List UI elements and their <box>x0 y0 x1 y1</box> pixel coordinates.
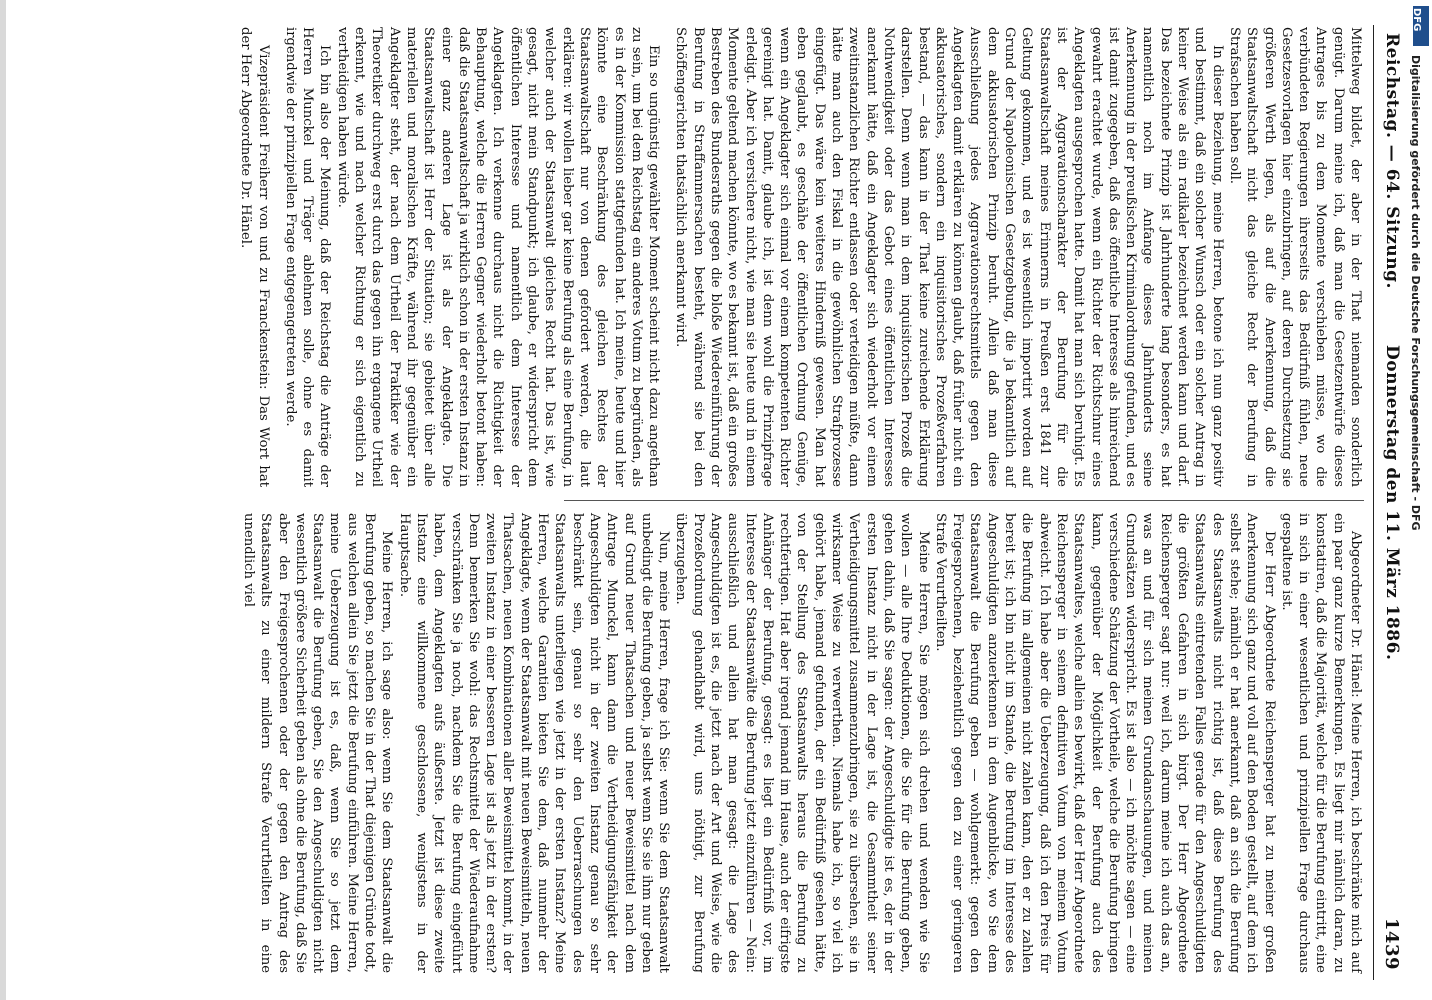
header-date: Donnerstag den 11. März 1886. <box>1382 345 1402 661</box>
scan-edge <box>0 0 6 1000</box>
paragraph: Nun, meine Herren, frage ich Sie: wenn Sie dem Staatsanwalt unbedingt die Berufung geben, ja selbst wenn Sie sie ihm nur geben auf Grund neuer Thatsachen und neuer Beweismittel nach dem Antrage Munckel, kann dann die Vertheidigungsfähigkeit der Angeschuldigten nicht in der zweiten Instanz genau so sehr beschränkt sein, genau so sehr den Ueberraschungen des Staatsanwalts unterliegen wie jetzt in der ersten Instanz? Meine Herren, welche Garantien bieten Sie dem, daß nunmehr der Angeklagte, wenn der Staatsanwalt mit neuen Beweismitteln, neuen Thatsachen, neuen Kombinationen aller Beweismittel kommt, in der zweiten Instanz in einer besseren Lage ist als jetzt in der ersten? Denn bemerken Sie wohl: das Rechtsmittel der Wiederaufnahme verschränken Sie ja noch, nachdem Sie die Berufung eingeführt haben, dem Angeklagten aufs äußerste. Jetzt ist diese zweite Instanz eine willkommene geschlossene, wenigstens in der Hauptsache. <box>396 513 672 973</box>
document-page <box>30 15 1410 990</box>
page-header <box>1376 15 1402 990</box>
right-column <box>240 513 1364 973</box>
digitization-credit: Digitalisierung gefördert durch die Deutsche Forschungsgemeinschaft - DFG <box>1409 55 1422 531</box>
paragraph: Meine Herren, Sie mögen sich drehen und wenden wie Sie wollen — alle Ihre Deduktionen, die Sie für die Berufung geben, gehen dahin, daß Sie sagen: der Angeschuldigte ist es, der in der ersten Instanz nicht in der Lage ist, die Gesammtheit seiner Vertheidigungsmittel zusammenzubringen, sie zu übersehen, sie in wirksamer Weise zu verwerthen. Niemals habe ich, so viel ich gehört habe, jemand gefunden, der ein Bedürfniß gesehen hätte, von der Stellung des Staatsanwalts heraus die Berufung zu rechtfertigen. Hat aber irgend jemand im Hause, auch der eifrigste Anhänger der Berufung, gesagt: es liegt ein Bedürfniß vor, im Interesse der Staatsanwälte die Berufung jetzt einzuführen — Nein: ausschließlich und allein hat man gesagt: die Lage des Angeschuldigten ist es, die jetzt nach der Art und Weise, wie die Prozeßordnung gehandhabt wird, uns nöthigt, zur Berufung überzugehen. <box>673 513 931 973</box>
paragraph: In dieser Beziehung, meine Herren, betone ich nun ganz positiv und bestimmt, daß ein solcher Wunsch oder ein solcher Antrag in keiner Weise als ein radikaler bezeichnet werden kann und darf. Das bezeichnete Prinzip ist Jahrhunderte lang besonders, es hat namentlich noch im Anfange dieses Jahrhunderts seine Anerkennung in der preußischen Kriminalordnung gefunden, und es ist damit zugegeben, daß das öffentliche Interesse als hinreichend gewahrt erachtet wurde, wenn ein Richter der Richtschnur eines Angeklagten ausgesprochen hatte. Damit hat man sich beruhigt. Es ist der Aggravationscharakter der Berufung für die Staatsanwaltschaft meines Erinnerns in Preußen erst 1841 zur Geltung gekommen, und es ist wesentlich importirt worden auf Grund der Napoleonischen Gesetzgebung, die ja bekanntlich auf dem akkusatorischen Prinzip beruht. Allein daß man diese Ausschließung jedes Aggravationsrechtsmittels gegen den Angeklagten damit erklären zu können glaubt, daß früher nicht ein akkusatorisches, sondern ein inquisitorisches Prozeßverfahren bestand, — das kann in der That keine zureichende Erklärung darstellen. Denn wenn man in dem inquisitorischen Prozeß die Nothwendigkeit oder das Gebot eines öffentlichen Interesses anerkannt hätte, daß ein Angeklagter sich wiederholt vor einem zweitinstanzlichen Richter entlassen oder verteidigen müßte, dann hätte man auch den Fiskal in die gewöhnlichen Strafprozesse eingefügt. Das wäre kein weiteres Hinderniß gewesen. Man hat eben geglaubt, es geschähe der öffentlichen Ordnung Genüge, wenn ein Angeklagter sich einmal vor einem kompetenten Richter gereinigt hat. Damit, glaube ich, ist denn wohl die Prinzipfrage erledigt. Aber ich versichere nicht, wie man sie heute und in einem Momente geltend machen könnte, wo es bekannt ist, daß ein großes Bestreben des Bundesraths gegen die bloße Wiedereinführung der Berufung in Straffammersachen besteht, während sie bei den Schöffengerichten thatsächlich anerkannt wird. <box>673 27 1225 487</box>
speaker-paragraph: Vizepräsident Freiherr von und zu Franckenstein: Das Wort hat der Herr Abgeordnete Dr. Hänel. <box>238 27 271 487</box>
header-rule <box>1373 25 1374 980</box>
paragraph: Ich bin also der Meinung, daß der Reichstag die Anträge der Herren Munckel und Träger ablehnen solle, ohne es damit irgendwie der prinzipiellen Frage entgegengetreten werde. <box>282 27 333 487</box>
speaker-paragraph: Abgeordneter Dr. Hänel: Meine Herren, ich beschränke mich auf ein paar ganz kurze Bemerkungen. Es liegt mir nämlich daran, zu konstatiren, daß die Majorität, welche für die Berufung eintritt, eine in sich in einer wesentlichen und prinzipiellen Frage durchaus gespaltene ist. <box>1278 513 1363 973</box>
left-column <box>237 27 1364 487</box>
paragraph: Meine Herren, ich sage also: wenn Sie dem Staatsanwalt die Berufung geben, so machen Sie in der That diejenigen Gründe todt, aus welchen allein Sie jetzt die Berufung einführen. Meine Herren, meine Ueberzeugung ist es, daß, wenn Sie so jetzt dem Staatsanwalt die Berufung geben, Sie den Angeschuldigten nicht wesentlich größere Sicherheit geben als ohne die Berufung, daß Sie aber den Freigesprochenen oder der gegen den Antrag des Staatsanwalts zu einer mildern Strafe Verurtheilten in eine unendlich viel <box>241 513 395 973</box>
column-divider <box>564 500 1364 501</box>
paragraph: Der Herr Abgeordnete Reichensperger hat zu meiner großen Anerkennung sich ganz und voll auf den Boden gestellt, auf dem ich selbst stehe; nämlich er hat anerkannt, daß an sich die Berufung des Staatsanwalts nicht richtig ist, daß diese Berufung des Staatsanwalts eintretenden Falles gerade für den Angeschuldigten die größten Gefahren in sich birgt. Der Herr Abgeordnete Reichensperger sagt nur: weil ich, darum meine ich auch das an, was an und für sich meinen Grundanschauungen, und meinen Grundsätzen widerspricht. Es ist also — ich möchte sagen — eine verschiedene Schätzung der Vortheile, welche die Berufung bringen kann, gegenüber der Möglichkeit der Berufung auch des Staatsanwaltes, welche allein es bewirkt, daß der Herr Abgeordnete Reichensperger in seinem definitiven Votum von meinem Votum abweicht. Ich habe aber die Ueberzeugung, daß ich den Preis für die Berufung im allgemeinen nicht zahlen kann, den er zu zahlen bereit ist; ich bin nicht im Stande, die Berufung im Interesse des Angeschuldigten anzuerkennen in dem Augenblicke, wo Sie dem Staatsanwalt die Berufung geben — wohlgemerkt: gegen den Freigesprochenen, beziehentlich gegen den zu einer geringeren Strafe Verurtheilten. <box>932 513 1277 973</box>
page-number: 1439 <box>1381 917 1402 970</box>
paragraph: Mittelweg bildet, der aber in der That niemanden sonderlich genügt. Darum meine ich, daß man die Gesetzentwürfe dieses Antrages bis zu dem Momente verschieben müsse, wo die verbündeten Regierungen ihrerseits das Bedürfniß fühlen, neue Gesetzesvorlagen hier einzubringen, auf deren Durchsetzung sie größeren Werth legen, als auf die Anerkennung, daß die Staatsanwaltschaft nicht das gleiche Recht der Berufung in Strafsachen haben soll. <box>1226 27 1363 487</box>
header-session: Reichstag. — 64. Sitzung. <box>1382 33 1402 289</box>
paragraph: Ein so ungünstig gewählter Moment scheint nicht dazu angethan zu sein, um bei dem Reichstag ein anderes Votum zu begründen, als es in der Kommission stattgefunden hat. Ich meine, heute und hier könnte eine Beschränkung des gleichen Rechtes der Staatsanwaltschaft nur von denen gefordert werden, die laut erklären: wir wollen lieber gar keine Berufung als eine Berufung, in welcher auch der Staatsanwalt gleiches Recht hat. Das ist, wie gesagt, nicht mein Standpunkt; ich glaube, er widerspricht dem öffentlichen Interesse und namentlich dem Interesse der Angeklagten. Ich verkenne durchaus nicht die Richtigkeit der Behauptung, welche die Herren Gegner wiederholt betont haben: daß die Staatsanwaltschaft ja wirklich schon in der ersten Instanz in einer ganz anderen Lage ist als der Angeklagte. Die Staatsanwaltschaft ist Herr der Situation; sie gebietet über alle materiellen und moralischen Kräfte, während ihr gegenüber ein Angeklagter steht, der nach dem Urtheil der Praktiker wie der Theoretiker durchweg erst durch das gegen ihn ergangene Urtheil erkennt, wie und nach welcher Richtung er sich eigentlich zu vertheidigen haben würde. <box>334 27 662 487</box>
dfg-logo-label: DFG <box>1411 8 1422 32</box>
